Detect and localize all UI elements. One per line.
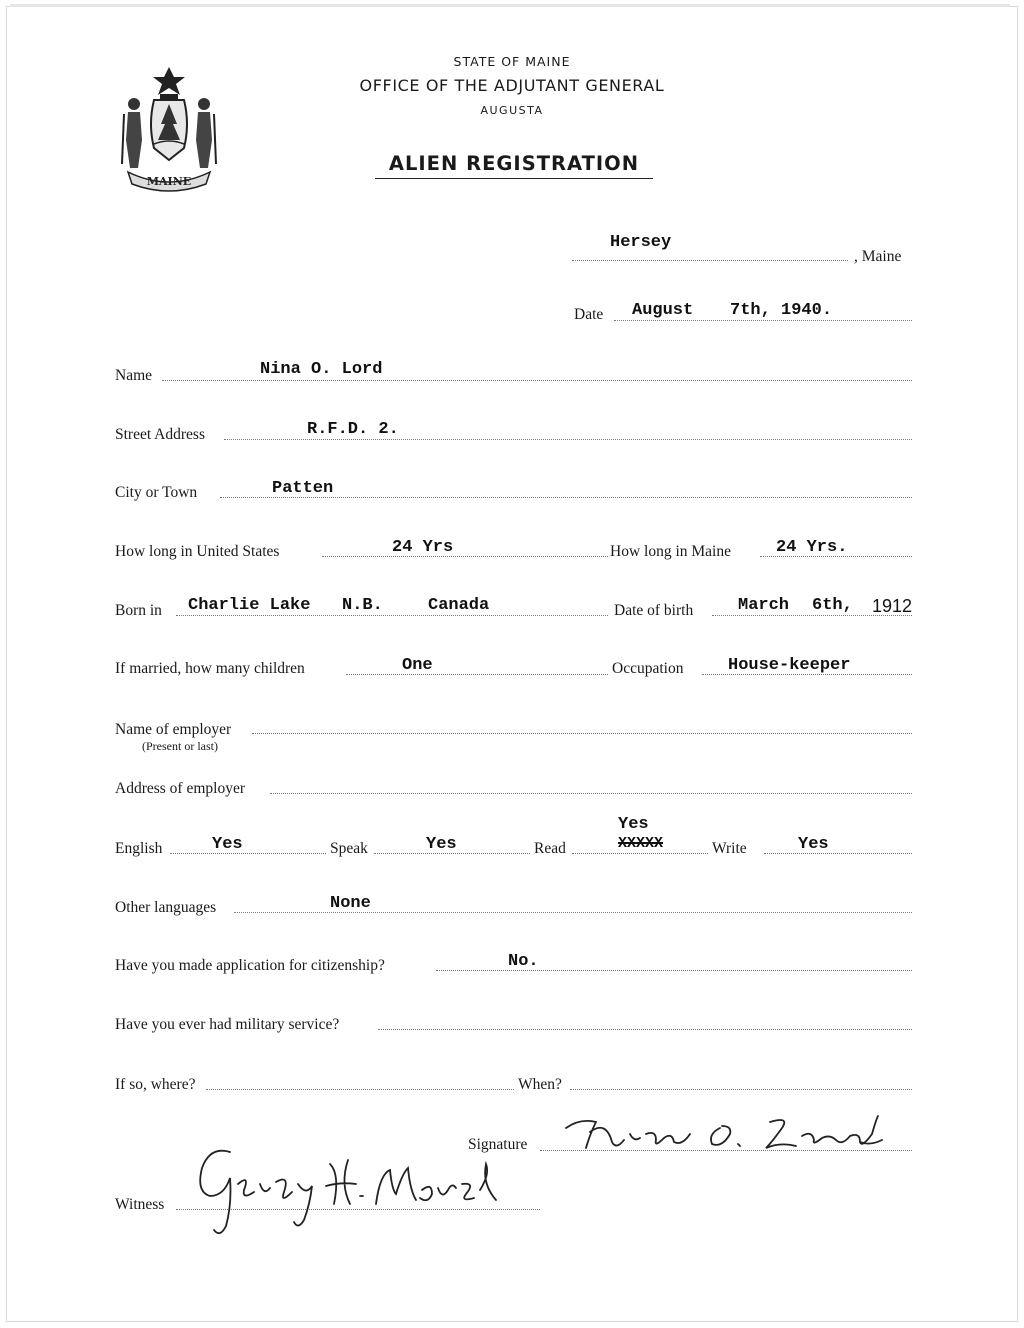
place-suffix: , Maine — [854, 248, 902, 265]
form-title: ALIEN REGISTRATION — [388, 152, 640, 175]
maine-seal-icon — [114, 64, 224, 192]
state-heading: STATE OF MAINE — [453, 54, 571, 69]
read-label: Read — [534, 840, 566, 857]
city-heading: AUGUSTA — [480, 104, 544, 117]
read-line — [572, 853, 708, 854]
name-line — [162, 380, 912, 381]
born-province-value: N.B. — [342, 596, 383, 615]
other-languages-value: None — [330, 894, 371, 913]
children-line — [346, 674, 608, 675]
office-heading: OFFICE OF THE ADJUTANT GENERAL — [359, 76, 665, 95]
place-line — [572, 260, 848, 261]
children-value: One — [402, 656, 433, 675]
us-time-line — [322, 556, 608, 557]
when-line — [570, 1089, 912, 1090]
dob-label: Date of birth — [614, 602, 694, 619]
read-struck-value: XXXXX — [618, 835, 664, 852]
when-label: When? — [518, 1076, 562, 1093]
place-value: Hersey — [610, 233, 672, 252]
applicant-signature — [560, 1112, 900, 1162]
other-languages-label: Other languages — [115, 899, 217, 916]
employer-sublabel: (Present or last) — [142, 739, 218, 753]
title-underline — [375, 178, 653, 179]
speak-label: Speak — [330, 840, 368, 857]
employer-address-label: Address of employer — [115, 780, 245, 797]
born-country-value: Canada — [428, 596, 490, 615]
date-month-value: August — [632, 301, 694, 320]
where-line — [206, 1089, 514, 1090]
english-label: English — [115, 840, 163, 857]
maine-time-label: How long in Maine — [610, 543, 731, 560]
occupation-value: House-keeper — [728, 656, 851, 675]
street-value: R.F.D. 2. — [307, 420, 399, 439]
name-value: Nina O. Lord — [260, 360, 383, 379]
write-value: Yes — [798, 835, 829, 854]
speak-value: Yes — [426, 835, 457, 854]
english-value: Yes — [212, 835, 243, 854]
read-value: Yes — [618, 815, 649, 834]
name-label: Name — [115, 367, 153, 384]
date-line — [614, 320, 912, 321]
born-line — [176, 615, 608, 616]
maine-time-value: 24 Yrs. — [776, 538, 848, 557]
dob-month-value: March — [738, 596, 790, 615]
citizenship-value: No. — [508, 952, 539, 971]
employer-label: Name of employer — [115, 721, 232, 738]
children-label: If married, how many children — [115, 660, 305, 677]
date-day-value: 7th, 1940. — [730, 301, 833, 320]
born-label: Born in — [115, 602, 162, 619]
write-label: Write — [712, 840, 747, 857]
write-line — [764, 853, 912, 854]
military-line — [378, 1029, 912, 1030]
street-label: Street Address — [115, 426, 205, 443]
witness-signature — [180, 1134, 510, 1244]
english-line — [170, 853, 326, 854]
citizenship-label: Have you made application for citizenship? — [115, 957, 385, 974]
seal-text: MAINE — [146, 175, 192, 188]
street-line — [224, 439, 912, 440]
witness-label: Witness — [115, 1196, 165, 1213]
dob-year-value: 1912 — [872, 596, 913, 616]
city-label: City or Town — [115, 484, 198, 501]
dob-day-value: 6th, — [812, 596, 853, 615]
where-label: If so, where? — [115, 1076, 196, 1093]
us-time-label: How long in United States — [115, 543, 280, 560]
scan-edge — [10, 4, 1010, 7]
date-label: Date — [574, 306, 604, 323]
occupation-label: Occupation — [612, 660, 684, 677]
employer-line — [252, 733, 912, 734]
signature-label: Signature — [468, 1136, 528, 1153]
born-place-value: Charlie Lake — [188, 596, 311, 615]
military-label: Have you ever had military service? — [115, 1016, 340, 1033]
us-time-value: 24 Yrs — [392, 538, 454, 557]
employer-address-line — [270, 793, 912, 794]
city-value: Patten — [272, 479, 334, 498]
